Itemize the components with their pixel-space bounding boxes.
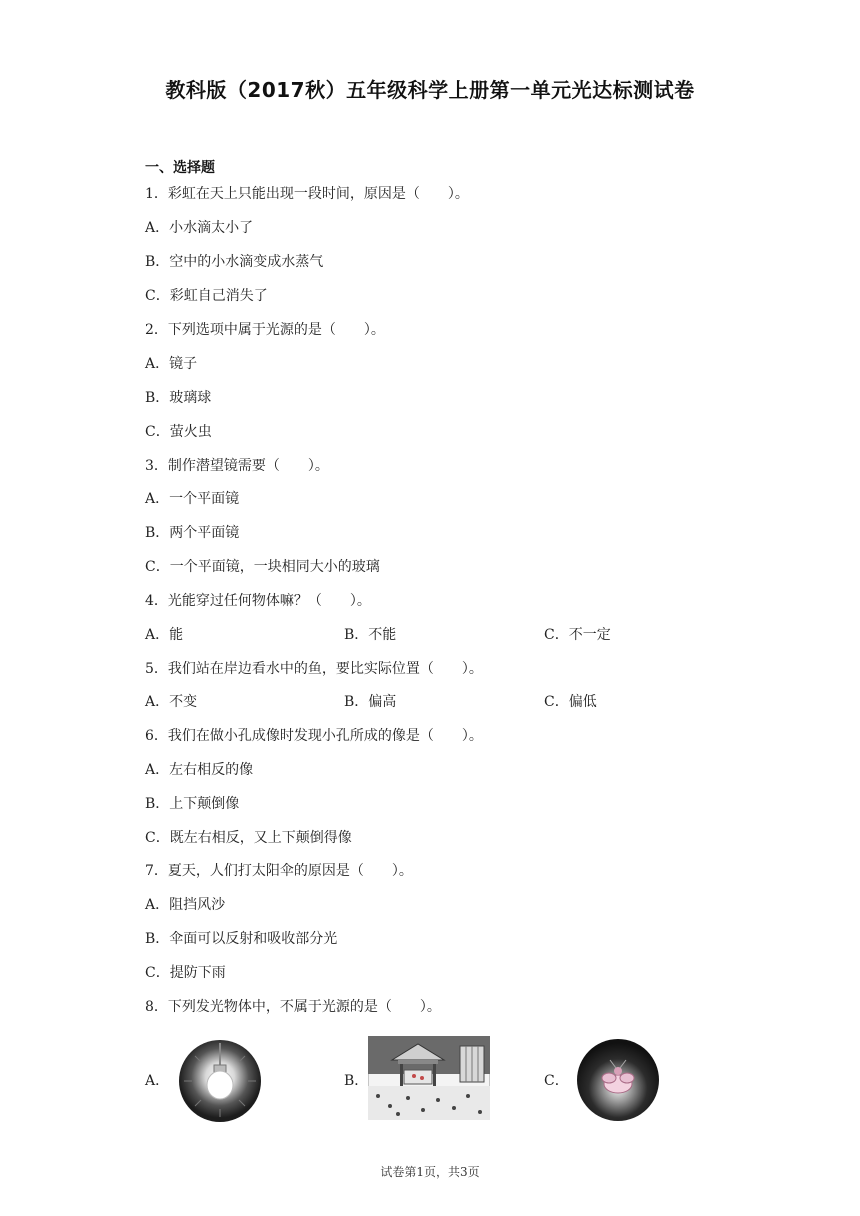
question-4-option-a: A．能 [145,627,184,643]
question-7-option-b: B．伞面可以反射和吸收部分光 [145,931,338,947]
question-5-stem: 5．我们站在岸边看水中的鱼，要比实际位置（ ）。 [145,661,483,677]
question-8-option-b: B． [344,1073,369,1089]
light-bulb-image [178,1039,262,1123]
question-4-stem: 4．光能穿过任何物体嘛？（ ）。 [145,593,371,609]
question-8-stem: 8．下列发光物体中，不属于光源的是（ ）。 [145,999,441,1015]
question-2-option-a: A．镜子 [145,356,198,372]
question-8-option-c: C． [544,1073,569,1089]
page-footer: 试卷第1页，共3页 [380,1165,480,1179]
pavilion-scene-image [368,1036,490,1120]
question-1-option-c: C．彩虹自己消失了 [145,288,268,304]
question-3-option-b: B．两个平面镜 [145,525,240,541]
question-3-option-a: A．一个平面镜 [145,491,240,507]
question-1-option-b: B．空中的小水滴变成水蒸气 [145,254,324,270]
section-heading: 一、选择题 [145,160,215,176]
document-title: 教科版（2017秋）五年级科学上册第一单元光达标测试卷 [165,78,695,102]
question-4-option-c: C．不一定 [544,627,611,643]
firefly-image [576,1038,660,1122]
question-7-option-a: A．阻挡风沙 [145,897,226,913]
question-1-stem: 1．彩虹在天上只能出现一段时间，原因是（ ）。 [145,186,469,202]
question-4-option-b: B．不能 [344,627,397,643]
question-6-option-a: A．左右相反的像 [145,762,254,778]
question-5-option-c: C．偏低 [544,694,597,710]
question-8-option-a: A． [145,1073,170,1089]
question-6-stem: 6．我们在做小孔成像时发现小孔所成的像是（ ）。 [145,728,483,744]
question-7-stem: 7．夏天，人们打太阳伞的原因是（ ）。 [145,863,413,879]
question-1-option-a: A．小水滴太小了 [145,220,254,236]
question-3-stem: 3．制作潜望镜需要（ ）。 [145,458,329,474]
question-5-option-a: A．不变 [145,694,198,710]
question-2-option-c: C．萤火虫 [145,424,212,440]
question-6-option-b: B．上下颠倒像 [145,796,240,812]
question-2-option-b: B．玻璃球 [145,390,212,406]
question-2-stem: 2．下列选项中属于光源的是（ ）。 [145,322,385,338]
question-7-option-c: C．提防下雨 [145,965,226,981]
question-3-option-c: C．一个平面镜，一块相同大小的玻璃 [145,559,380,575]
question-5-option-b: B．偏高 [344,694,397,710]
question-6-option-c: C．既左右相反，又上下颠倒得像 [145,830,352,846]
